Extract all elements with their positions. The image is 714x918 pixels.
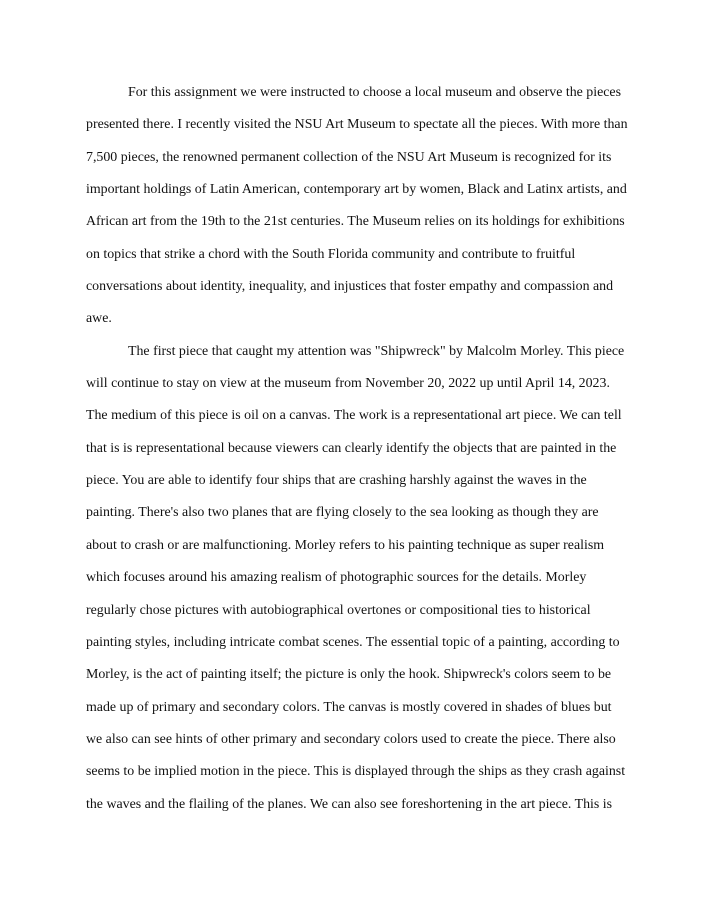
text-line: painting. There's also two planes that are flying closely to the sea looking as though they are bbox=[86, 505, 599, 521]
text-line: we also can see hints of other primary and secondary colors used to create the piece. There also bbox=[86, 731, 616, 747]
text-line: conversations about identity, inequality, and injustices that foster empathy and compassion and bbox=[86, 279, 614, 295]
text-line: The medium of this piece is oil on a canvas. The work is a representational art piece. We can tell bbox=[86, 408, 622, 424]
text-line: 7,500 pieces, the renowned permanent collection of the NSU Art Museum is recognized for its bbox=[86, 149, 612, 165]
paragraph-shipwreck bbox=[86, 339, 642, 824]
text-line: awe. bbox=[86, 311, 112, 327]
text-line: For this assignment we were instructed to choose a local museum and observe the pieces bbox=[128, 85, 621, 100]
text-line: Morley, is the act of painting itself; the picture is only the hook. Shipwreck's colors seem to be bbox=[86, 667, 612, 683]
text-line: will continue to stay on view at the museum from November 20, 2022 up until April 14, 2023. bbox=[86, 376, 610, 392]
text-line: African art from the 19th to the 21st centuries. The Museum relies on its holdings for exhibitions bbox=[86, 214, 625, 230]
text-line: about to crash or are malfunctioning. Morley refers to his painting technique as super realism bbox=[86, 537, 605, 553]
paragraph-intro bbox=[86, 80, 642, 339]
text-line: on topics that strike a chord with the South Florida community and contribute to fruitful bbox=[86, 246, 576, 262]
text-line: regularly chose pictures with autobiographical overtones or compositional ties to historical bbox=[86, 602, 591, 618]
text-line: that is is representational because viewers can clearly identify the objects that are painted in the bbox=[86, 440, 617, 456]
text-line: the waves and the flailing of the planes. We can also see foreshortening in the art piece. This is bbox=[86, 796, 613, 812]
text-line: presented there. I recently visited the NSU Art Museum to spectate all the pieces. With more than bbox=[86, 117, 628, 133]
text-line: painting styles, including intricate combat scenes. The essential topic of a painting, according to bbox=[86, 634, 620, 650]
text-line: which focuses around his amazing realism of photographic sources for the details. Morley bbox=[86, 570, 587, 586]
text-line: made up of primary and secondary colors. The canvas is mostly covered in shades of blues but bbox=[86, 699, 612, 715]
text-line: piece. You are able to identify four ships that are crashing harshly against the waves in the bbox=[86, 473, 587, 489]
essay-body bbox=[86, 80, 642, 824]
text-line: seems to be implied motion in the piece. This is displayed through the ships as they crash against bbox=[86, 764, 626, 780]
text-line: The first piece that caught my attention was "Shipwreck" by Malcolm Morley. This piece bbox=[128, 343, 625, 359]
text-line: important holdings of Latin American, contemporary art by women, Black and Latinx artists, and bbox=[86, 182, 627, 198]
